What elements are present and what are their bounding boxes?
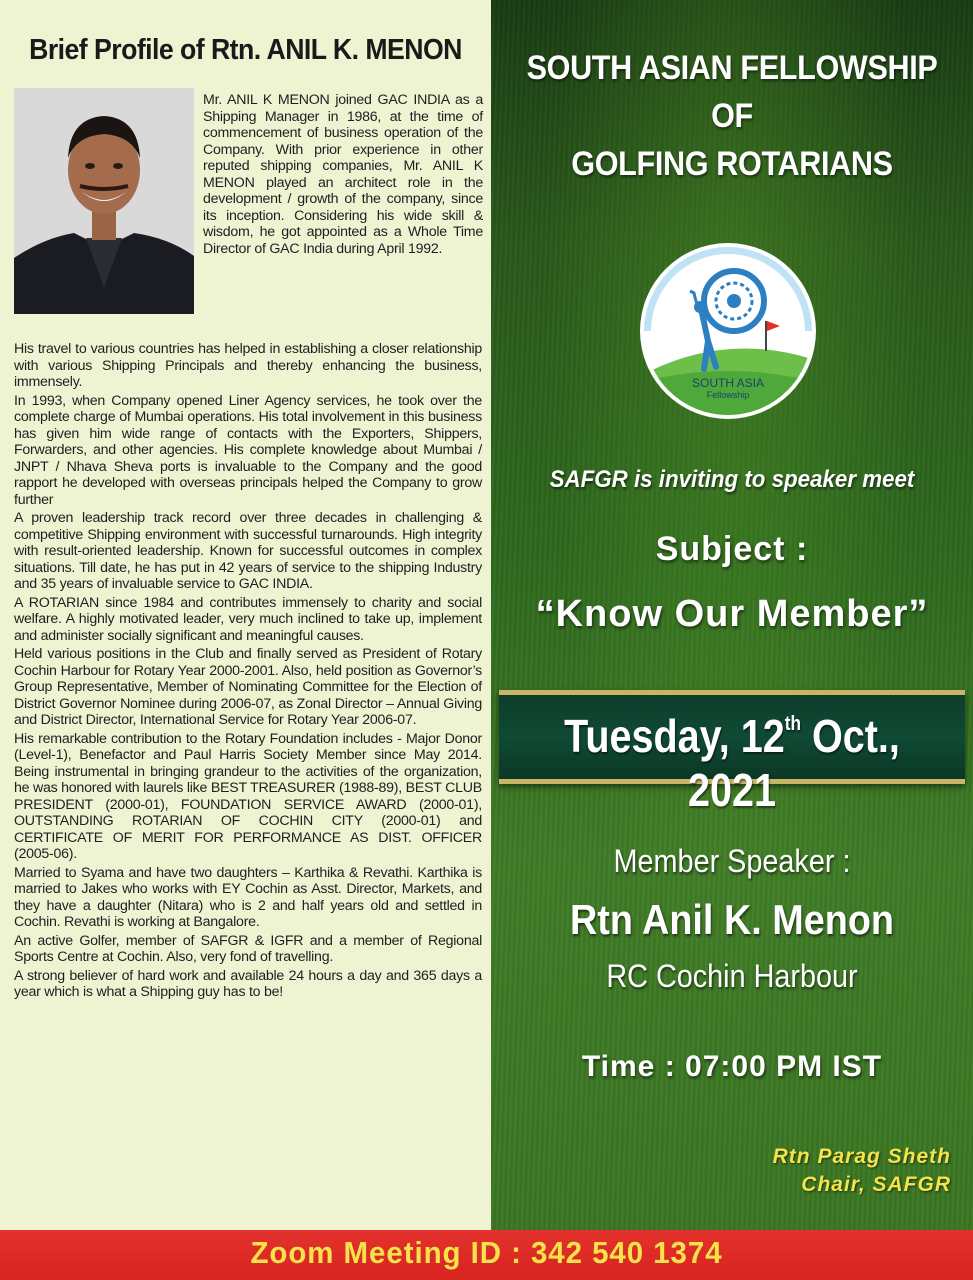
speaker-name: Rtn Anil K. Menon	[569, 896, 895, 943]
profile-paragraph-6: His remarkable contribution to the Rotary Foundation includes - Major Donor (Level-1), Benefactor and Paul Harris Society Member since May 2014. Being instrumental in bringing grandeur to the activities of the organization, he was honored with laurels like BEST TREASURER (1988-89), BEST CLUB PRESIDENT (2000-01), FOUNDATION SERVICE AWARD (2000-01), OUTSTANDING ROTARIAN OF COCHIN CITY (2000-01) and CERTIFICATE OF MERIT FOR PERFORMANCE AS DIST. OFFICER (2005-06).	[14, 730, 482, 862]
profile-paragraph-9: A strong believer of hard work and available 24 hours a day and 365 days a year which is what a Shipping guy has to be!	[14, 967, 482, 1000]
subject-label: Subject :	[655, 530, 809, 568]
profile-paragraph-4: A ROTARIAN since 1984 and contributes immensely to charity and social welfare. A highly motivated leader, very much inclined to take up, implement and administer socially significant and meaningful causes.	[14, 594, 482, 644]
signatory-role: Chair, SAFGR	[801, 1173, 951, 1196]
date-prefix: Tuesday, 12	[564, 710, 785, 762]
profile-heading: Brief Profile of Rtn. ANIL K. MENON	[29, 34, 462, 66]
speaker-photo	[14, 88, 194, 314]
safgr-logo	[630, 241, 826, 421]
profile-paragraph-8: An active Golfer, member of SAFGR & IGFR and a member of Regional Sports Centre at Cochin. Also, very fond of travelling.	[14, 932, 482, 965]
zoom-meeting-id: Zoom Meeting ID : 342 540 1374	[250, 1235, 723, 1270]
intro-paragraph: Mr. ANIL K MENON joined GAC INDIA as a Shipping Manager in 1986, at the time of commencement of business operation of the Company. With prior experience in other reputed shipping companies, Mr. ANIL K MENON played an architect role in the development / growth of the company, since its inception. Considering his wide skill & wisdom, he got appointed as a Whole Time Director of GAC India during April 1992.	[203, 92, 483, 257]
title-line-2: OF	[711, 97, 753, 135]
speaker-club: RC Cochin Harbour	[606, 958, 858, 994]
speaker-label: Member Speaker :	[613, 843, 851, 879]
profile-panel	[0, 0, 491, 1230]
title-line-1: SOUTH ASIAN FELLOWSHIP	[526, 49, 938, 87]
logo-subtext: Fellowship	[706, 390, 750, 400]
date-banner	[499, 690, 965, 816]
signatory-name: Rtn Parag Sheth	[772, 1145, 951, 1168]
profile-paragraph-3: A proven leadership track record over three decades in challenging & competitive Shipping environment with successful turnarounds. High integrity with result-oriented leadership. Known for successful outcomes in complex situations. Till date, he has put in 42 years of service to the shipping Industry and 35 years of invaluable service to GAC INDIA.	[14, 510, 482, 592]
event-time: Time : 07:00 PM IST	[581, 1050, 883, 1083]
signature-block	[651, 1143, 951, 1199]
invite-text: SAFGR is inviting to speaker meet	[549, 466, 915, 493]
profile-paragraph-1: His travel to various countries has helped in establishing a closer relationship with various Shipping Principals and thereby enhancing the business, immensely.	[14, 341, 482, 390]
speaker-portrait-icon	[14, 88, 194, 314]
profile-paragraph-7: Married to Syama and have two daughters – Karthika & Revathi. Karthika is married to Jakes who works with EY Cochin as Asst. Director, Markets, and they have a daughter (Nitara) who is 2 and half years old and settled in Cochin. Revathi is working at Bangalore.	[14, 864, 482, 930]
date-suffix: Oct., 2021	[687, 710, 900, 816]
profile-body	[14, 341, 482, 1003]
event-date	[532, 709, 933, 817]
profile-intro	[203, 92, 483, 259]
title-line-3: GOLFING ROTARIANS	[571, 145, 893, 183]
profile-paragraph-2: In 1993, when Company opened Liner Agency services, he took over the complete charge of Mumbai operations. His total involvement in this business has given him wide range of contacts with the Exporters, Shippers, Forwarders, and other agencies. His complete knowledge about Mumbai / JNPT / Nhava Sheva ports is invaluable to the Company and the good rapport he developed with overseas principals helped the Company to grow further	[14, 392, 482, 508]
date-ordinal: th	[784, 713, 801, 735]
subject-topic: “Know Our Member”	[535, 593, 929, 635]
logo-caption	[630, 377, 826, 401]
logo-text: SOUTH ASIA	[691, 376, 765, 390]
zoom-bar	[0, 1230, 973, 1280]
profile-paragraph-5: Held various positions in the Club and finally served as President of Rotary Cochin Harbour for Rotary Year 2000-2001. Also, held position as Governor’s Group Representative, Member of Nominating Committee for the Election of District Governor Nominee during 2006-07, as Zonal Director – Annual Giving and District Director, International Service for Rotary Year 2006-07.	[14, 646, 482, 728]
event-panel	[491, 0, 973, 1230]
fellowship-title	[515, 44, 949, 188]
